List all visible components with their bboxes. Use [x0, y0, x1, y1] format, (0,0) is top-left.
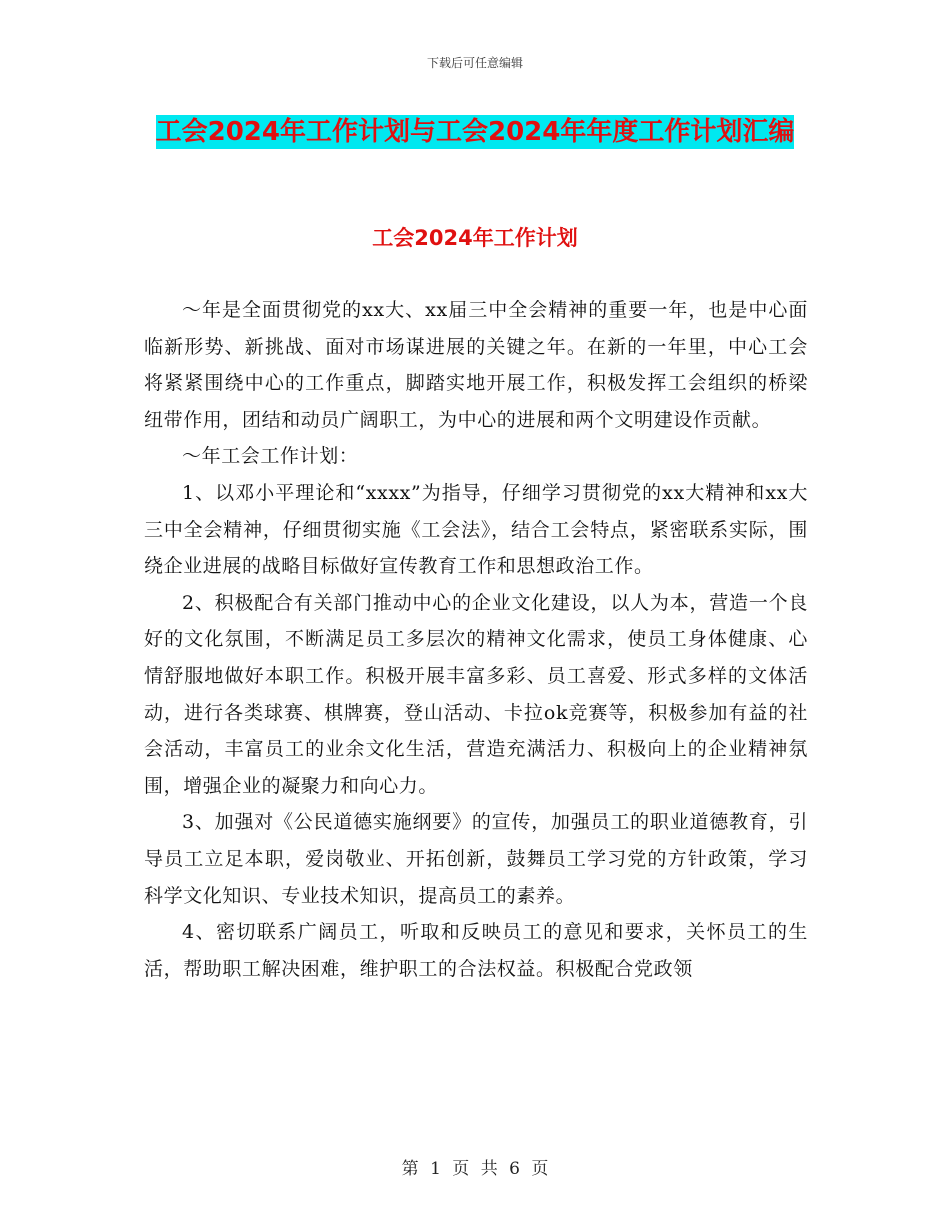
- paragraph-item-4: 4、密切联系广阔员工，听取和反映员工的意见和要求，关怀员工的生活，帮助职工解决困难，维护职工的合法权益。积极配合党政领: [144, 921, 808, 980]
- document-body: [144, 292, 808, 987]
- section-title: 工会2024年工作计划: [372, 226, 578, 250]
- paragraph-plan-heading: ～年工会工作计划：: [182, 445, 359, 468]
- page-footer: 第 1 页 共 6 页: [401, 1159, 549, 1179]
- paragraph-item-1: 1、以邓小平理论和“xxxx”为指导，仔细学习贯彻党的xx大精神和xx大三中全会精神，仔细贯彻实施《工会法》，结合工会特点，紧密联系实际，围绕企业进展的战略目标做好宣传教育工作和思想政治工作。: [144, 481, 808, 578]
- document-title-text: 工会2024年工作计划与工会2024年年度工作计划汇编: [155, 117, 795, 147]
- header-note: 下载后可任意编辑: [426, 56, 523, 70]
- paragraph-item-2: 2、积极配合有关部门推动中心的企业文化建设，以人为本，营造一个良好的文化氛围，不断满足员工多层次的精神文化需求，使员工身体健康、心情舒服地做好本职工作。积极开展丰富多彩、员工喜爱、形式多样的文体活动，进行各类球赛、棋牌赛，登山活动、卡拉ok竞赛等，积极参加有益的社会活动，丰富员工的业余文化生活，营造充满活力、积极向上的企业精神氛围，增强企业的凝聚力和向心力。: [144, 591, 808, 797]
- paragraph-intro: ～年是全面贯彻党的xx大、xx届三中全会精神的重要一年，也是中心面临新形势、新挑战、面对市场谋进展的关键之年。在新的一年里，中心工会将紧紧围绕中心的工作重点，脚踏实地开展工作，积极发挥工会组织的桥梁纽带作用，团结和动员广阔职工，为中心的进展和两个文明建设作贡献。: [144, 299, 808, 431]
- paragraph-item-3: 3、加强对《公民道德实施纲要》的宣传，加强员工的职业道德教育，引导员工立足本职，爱岗敬业、开拓创新，鼓舞员工学习党的方针政策，学习科学文化知识、专业技术知识，提高员工的素养。: [144, 811, 808, 907]
- document-title: [144, 106, 806, 158]
